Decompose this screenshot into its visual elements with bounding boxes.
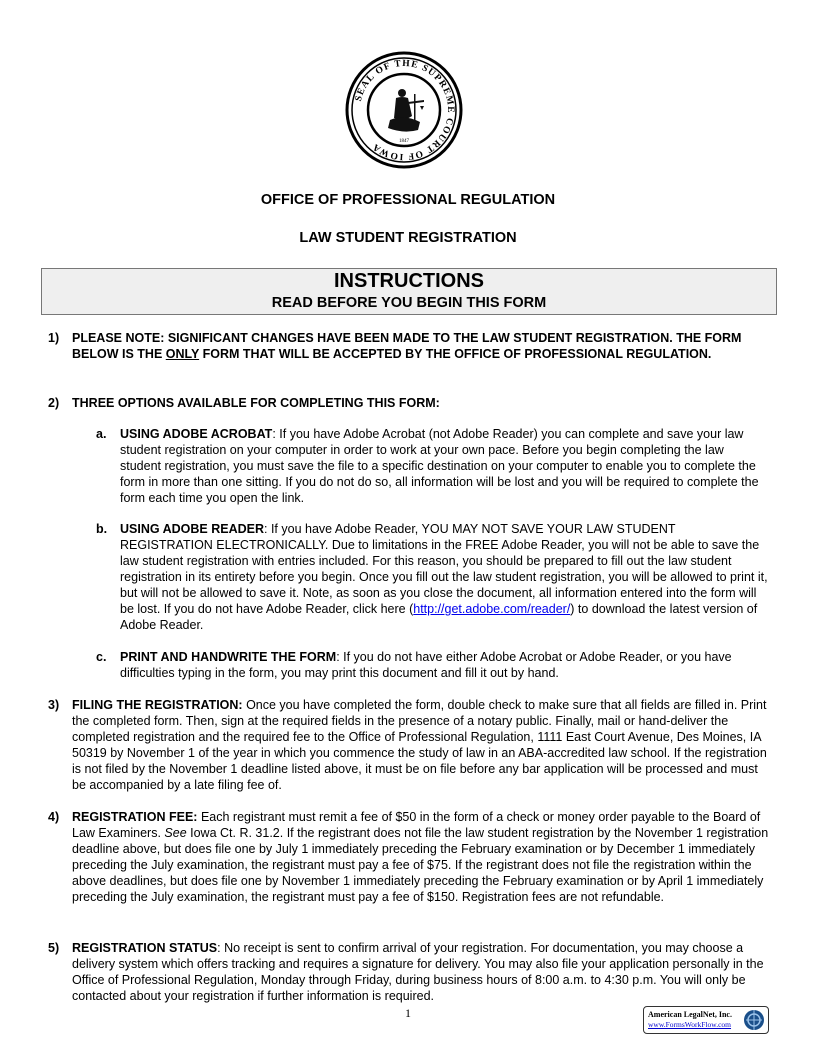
page-number: 1	[405, 1006, 411, 1020]
option-letter: a.	[96, 427, 107, 441]
option-letter: c.	[96, 650, 107, 664]
item-number: 1)	[48, 331, 60, 345]
supreme-court-seal	[344, 50, 464, 170]
item-5-text: : No receipt is sent to confirm arrival of your registration. For documentation, you may choose a delivery system which offers tracking and requires a signature for delivery. You may also file your application personally in the Office of Professional Regulation, Monday through Friday, during business hours of 8:00 a.m. to 4:30 p.m. You will only be contacted about your registration if further information is required.	[72, 941, 764, 1003]
globe-icon	[742, 1008, 766, 1032]
item-1-text-emphasis: ONLY	[165, 347, 200, 361]
logo-website[interactable]: www.FormsWorkFlow.com	[648, 1020, 732, 1029]
adobe-reader-link[interactable]: http://get.adobe.com/reader/	[413, 602, 571, 616]
instructions-subtitle: READ BEFORE YOU BEGIN THIS FORM	[271, 295, 547, 311]
item-1-text-a: PLEASE NOTE: SIGNIFICANT CHANGES HAVE BEEN MADE TO THE LAW STUDENT REGISTRATION. THE FORM BELOW IS THE	[72, 331, 742, 361]
item-number: 2)	[48, 396, 60, 410]
item-1	[48, 330, 770, 362]
option-b-label: USING ADOBE READER	[120, 522, 264, 536]
option-a-text: : If you have Adobe Acrobat (not Adobe Reader) you can complete and save your law student registration on your computer in order to work at your own pace. Before you begin completing the law student registration, you must save the file to a specific destination on your computer to enable you to complete the form in more than one sitting. If you do not do so, all information will be lost and you will be required to complete the form each time you open the link.	[120, 427, 759, 505]
option-letter: b.	[96, 522, 108, 536]
instructions-title: INSTRUCTIONS	[334, 270, 484, 292]
item-4-label: REGISTRATION FEE:	[72, 810, 198, 824]
option-a	[96, 426, 768, 506]
item-2	[48, 395, 770, 411]
seal-ring-text: SEAL OF THE SUPREME COURT OF IOWA	[353, 58, 455, 162]
item-2-text: THREE OPTIONS AVAILABLE FOR COMPLETING THIS FORM:	[72, 396, 440, 410]
option-c-label: PRINT AND HANDWRITE THE FORM	[120, 650, 337, 664]
item-1-text-b: FORM THAT WILL BE ACCEPTED BY THE OFFICE OF PROFESSIONAL REGULATION.	[199, 347, 712, 361]
form-title: LAW STUDENT REGISTRATION	[299, 230, 517, 246]
item-5	[48, 940, 770, 1004]
option-b	[96, 521, 768, 633]
option-c	[96, 649, 768, 681]
item-number: 4)	[48, 810, 60, 824]
american-legalnet-logo[interactable]	[643, 1006, 769, 1034]
logo-company-name: American LegalNet, Inc.	[648, 1010, 732, 1019]
item-4-text-b: Iowa Ct. R. 31.2. If the registrant does not file the law student registration by the November 1 registration deadline above, but does file one by July 1 immediately preceding the February examination or by December 1 immediately preceding the July examination, the registrant must pay a fee of $75. If the registrant does not file the registration within the above deadlines, but does file one by November 1 immediately preceding the February examination or by April 1 immediately preceding the July examination, the registrant must pay a fee of $150. Registration fees are not refundable.	[72, 826, 769, 904]
item-5-label: REGISTRATION STATUS	[72, 941, 218, 955]
item-4-italic: See	[164, 826, 187, 840]
item-4	[48, 809, 770, 905]
option-c-text: : If you do not have either Adobe Acrobat or Adobe Reader, or you have difficulties typing in the form, you may print this document and fill it out by hand.	[120, 650, 732, 680]
instructions-box	[41, 268, 777, 315]
office-heading: OFFICE OF PROFESSIONAL REGULATION	[260, 192, 556, 208]
option-b-text-b: ) to download the latest version of Adobe Reader.	[120, 602, 758, 632]
item-number: 5)	[48, 941, 60, 955]
seal-year: 1847	[399, 139, 409, 144]
option-b-text-a: : If you have Adobe Reader, YOU MAY NOT SAVE YOUR LAW STUDENT REGISTRATION ELECTRONICALLY. Due to limitations in the FREE Adobe Reader, you will not be able to save the law student registration with entries included. For this reason, you should be prepared to fill out the law student registration in its entirety before you begin. Once you fill out the law student registration, you will be allowed to print it, but will not be allowed to save it. Note, as soon as you close the document, all information entered into the form will be lost. If you do not have Adobe Reader, click here (	[120, 522, 768, 616]
item-3-label: FILING THE REGISTRATION:	[72, 698, 243, 712]
item-3-text: Once you have completed the form, double check to make sure that all fields are filled in. Print the completed form. Then, sign at the required fields in the presence of a notary public. Finally, mail or hand-deliver the completed registration and the required fee to the Office of Professional Regulation, 1111 East Court Avenue, Des Moines, IA 50319 by November 1 of the year in which you commence the study of law in an ABA-accredited law school. If the registration is not filed by the November 1 deadline listed above, it must be on file before any bar application will be processed and must be accompanied by a late filing fee of.	[72, 698, 767, 792]
option-a-label: USING ADOBE ACROBAT	[120, 427, 273, 441]
item-3	[48, 697, 770, 793]
item-4-text-a: Each registrant must remit a fee of $50 in the form of a check or money order payable to the Board of Law Examiners.	[72, 810, 761, 840]
item-number: 3)	[48, 698, 60, 712]
